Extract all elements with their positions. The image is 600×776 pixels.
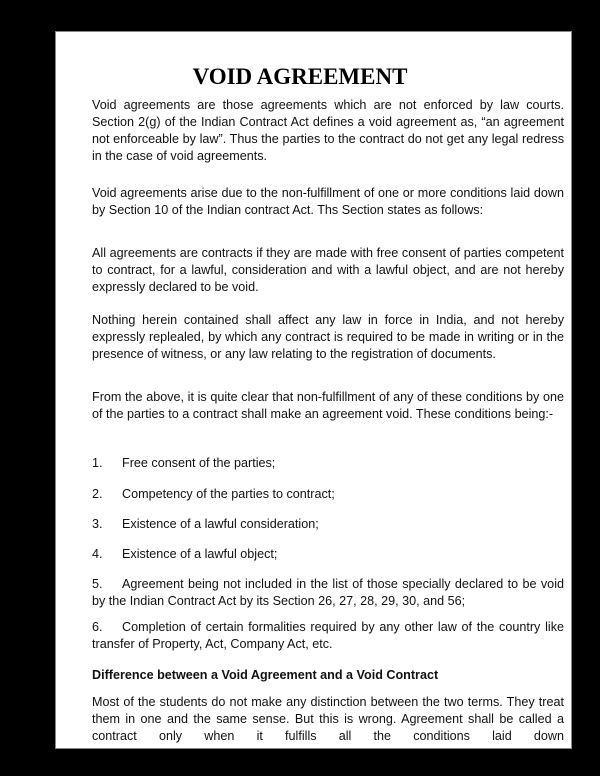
list-number: 1. bbox=[92, 456, 103, 470]
list-item bbox=[92, 516, 564, 533]
list-item bbox=[92, 546, 564, 563]
document-title: VOID AGREEMENT bbox=[192, 64, 408, 89]
list-text: Competency of the parties to contract; bbox=[122, 487, 335, 501]
paragraph-nothing-herein: Nothing herein contained shall affect any law in force in India, and not hereby expressly replealed, by which any contract is required to be made in writing or in the presence of witness, or any law relating to the registration of documents. bbox=[92, 313, 564, 361]
list-item bbox=[92, 455, 564, 472]
list-number: 6. bbox=[92, 620, 103, 634]
list-text: Existence of a lawful consideration; bbox=[122, 517, 319, 531]
section-subheading: Difference between a Void Agreement and a Void Contract bbox=[92, 668, 439, 682]
list-item bbox=[92, 619, 564, 653]
paragraph-conditions-origin: Void agreements arise due to the non-fulfillment of one or more conditions laid down by Section 10 of the Indian contract Act. Ths Section states as follows: bbox=[92, 186, 564, 217]
list-item bbox=[92, 576, 564, 610]
list-text: Free consent of the parties; bbox=[122, 456, 276, 470]
list-text: Existence of a lawful object; bbox=[122, 547, 278, 561]
paragraph-intro: Void agreements are those agreements which are not enforced by law courts. Section 2(g) of the Indian Contract Act defines a void agreement as, “an agreement not enforceable by law”. Thus the parties to the contract do not get any legal redress in the case of void agreements. bbox=[92, 98, 564, 163]
list-number: 2. bbox=[92, 487, 103, 501]
paragraph-section-10: All agreements are contracts if they are made with free consent of parties competent to contract, for a lawful, consideration and with a lawful object, and are not hereby expressly declared to be void. bbox=[92, 246, 564, 294]
list-number: 4. bbox=[92, 547, 103, 561]
list-text: Agreement being not included in the list of those specially declared to be void by the Indian Contract Act by its Section 26, 27, 28, 29, 30, and 56; bbox=[92, 577, 564, 608]
list-text: Completion of certain formalities required by any other law of the country like transfer of Property, Act, Company Act, etc. bbox=[92, 620, 564, 651]
paragraph-difference: Most of the students do not make any distinction between the two terms. They treat them in one and the same sense. But this is wrong. Agreement shall be called a contract only when it fulfills all the conditions laid down bbox=[92, 695, 564, 743]
list-number: 5. bbox=[92, 577, 103, 591]
list-item bbox=[92, 486, 564, 503]
paragraph-from-above: From the above, it is quite clear that non-fulfillment of any of these conditions by one of the parties to a contract shall make an agreement void. These conditions being:- bbox=[92, 390, 564, 421]
list-number: 3. bbox=[92, 517, 103, 531]
